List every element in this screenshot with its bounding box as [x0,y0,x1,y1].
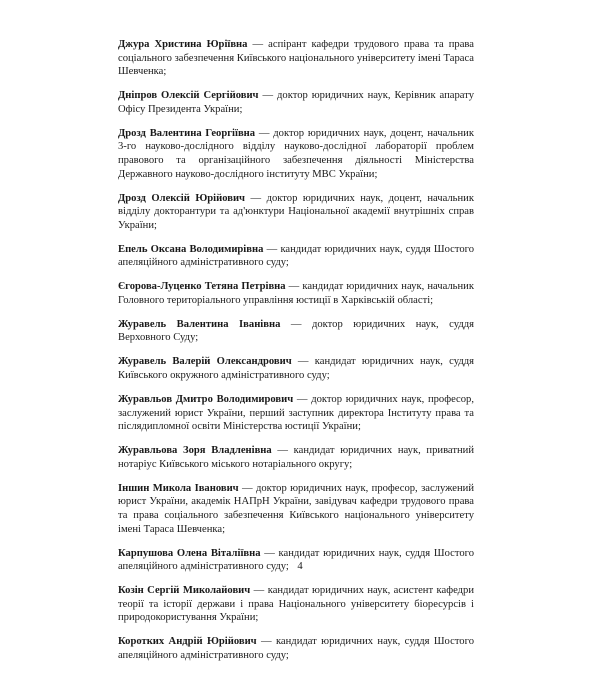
contributor-entry [118,192,474,233]
contributor-entry [118,38,474,79]
contributor-name: Карпушова Олена Віталіївна [118,547,261,559]
contributor-name: Журавель Валентина Іванівна [118,318,281,330]
contributor-description: — кандидат юридичних наук, суддя Київського окружного адміністративного суду; [118,356,475,382]
contributor-description: — доктор юридичних наук, доцент, начальник 3-го науково-дослідного відділу науково-дослідної лабораторії проблем правового та організаційного забезпечення діяльності Міністерства Державного науково-дослідного інституту МВС України; [118,127,474,180]
contributor-description: — кандидат юридичних наук, асистент кафедри теорії та історії держави і права Національного університету біоресурсів і природокористування України; [118,585,474,624]
contributor-name: Журавель Валерій Олександрович [118,356,292,368]
contributor-name: Коротких Андрій Юрійович [118,636,257,648]
contributor-entry [118,318,474,345]
contributor-name: Дніпров Олексій Сергійович [118,90,259,102]
contributor-entry [118,393,474,434]
contributor-description: — доктор юридичних наук, доцент, начальник відділу докторантури та ад'юнктури Національної академії внутрішніх справ України; [118,192,474,231]
contributor-description: — доктор юридичних наук, суддя Верховного Суду; [118,318,474,344]
contributor-name: Джура Христина Юріївна [118,39,248,50]
contributor-entry [118,355,474,382]
contributor-description: — кандидат юридичних наук, начальник Головного територіального управління юстиції в Харківській області; [118,281,475,306]
contributor-name: Козін Сергій Миколайович [118,585,251,597]
contributor-entry [118,243,474,270]
contributor-name: Іншин Микола Іванович [118,482,239,494]
contributor-description: — доктор юридичних наук, професор, заслужений юрист України, перший заступник директора Інституту права та післядипломної освіти Міністерства юстиції України; [118,394,474,433]
contributor-name: Журавльов Дмитро Володимирович [118,394,294,405]
contributor-description: — аспірант кафедри трудового права та права соціального забезпечення Київського національного університету імені Тараса Шевченка; [118,39,474,78]
contributor-description: — кандидат юридичних наук, суддя Шостого апеляційного адміністративного суду; [118,547,474,573]
contributor-entry [118,635,474,662]
contributor-name: Епель Оксана Володимирівна [118,243,264,255]
page-number: 4 [297,561,303,572]
contributor-entry [118,280,474,307]
contributor-name: Єгорова-Луценко Тетяна Петрівна [118,281,286,293]
contributor-description: — доктор юридичних наук, Керівник апарату Офісу Президента України; [118,90,474,115]
contributor-description: — кандидат юридичних наук, суддя Шостого апеляційного адміністративного суду; [118,636,474,661]
contributor-entry [118,444,474,471]
document-page [118,38,474,673]
contributor-name: Дрозд Валентина Георгіївна [118,127,256,139]
contributor-entry [118,127,474,181]
contributor-name: Дрозд Олексій Юрійович [118,192,246,204]
contributor-entry [118,482,474,536]
contributor-description: — доктор юридичних наук, професор, заслужений юрист України, академік НАПрН України, завідувач кафедри трудового права та права соціального забезпечення Київського національного університету імені Тараса Шевченка; [118,482,474,535]
contributor-name: Журавльова Зоря Владленівна [118,445,272,457]
contributor-entry [118,89,474,116]
contributor-description: — кандидат юридичних наук, суддя Шостого апеляційного адміністративного суду; [118,243,474,269]
contributor-entry [118,584,474,625]
contributor-description: — кандидат юридичних наук, приватний нотаріус Київського міського нотаріального округу; [118,445,474,470]
